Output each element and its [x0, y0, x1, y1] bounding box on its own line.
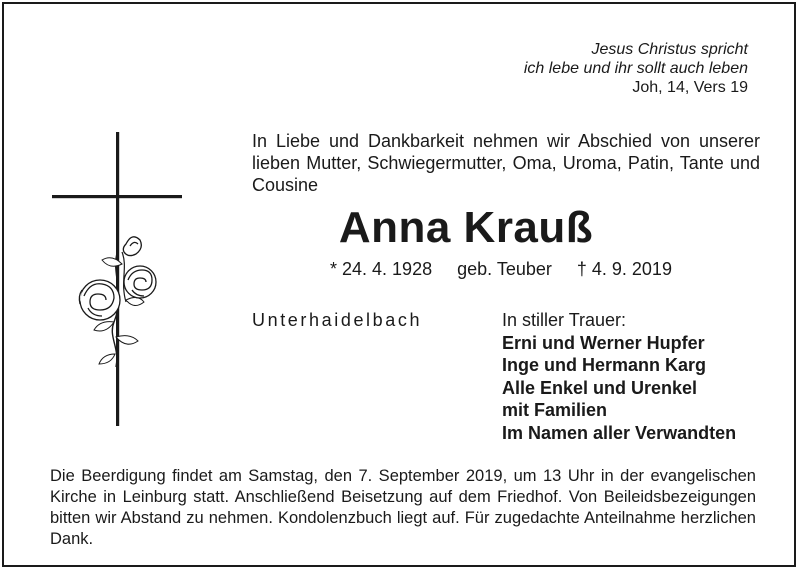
life-dates — [330, 258, 672, 280]
place-name: Unterhaidelbach — [252, 310, 423, 330]
mourners-heading: In stiller Trauer: — [502, 310, 627, 330]
birth-date: * 24. 4. 1928 — [330, 259, 433, 279]
mourner-name: Erni und Werner Hupfer — [502, 332, 705, 353]
deceased-name: Anna Krauß — [338, 203, 594, 252]
mourner-name: Im Namen aller Verwandten — [502, 422, 737, 443]
maiden-name: geb. Teuber — [457, 259, 552, 279]
verse-reference: Joh, 14, Vers 19 — [632, 79, 748, 96]
mourner-name: mit Familien — [502, 400, 608, 420]
obituary-notice — [2, 2, 796, 567]
bible-verse — [524, 40, 748, 97]
mourners-list — [502, 309, 736, 444]
intro-text: In Liebe und Dankbarkeit nehmen wir Abschied von unserer lieben Mutter, Schwiegermutter, Oma, Uroma, Patin, Tante und Cousine — [252, 131, 760, 195]
mourner-name: Inge und Hermann Karg — [502, 355, 707, 375]
cross-with-roses-icon — [48, 132, 188, 428]
mourner-name: Alle Enkel und Urenkel — [502, 377, 698, 398]
verse-line-2: ich lebe und ihr sollt auch leben — [523, 60, 748, 77]
verse-line-1: Jesus Christus spricht — [591, 41, 748, 58]
death-date: † 4. 9. 2019 — [576, 259, 672, 279]
funeral-details: Die Beerdigung findet am Samstag, den 7. September 2019, um 13 Uhr in der evangelischen Kirche in Leinburg statt. Anschließend Beisetzung auf dem Friedhof. Von Beileidsbezeigungen bitten wir Abstand zu nehmen. Kondolenzbuch liegt auf. Für zugedachte Anteilnahme herzlichen Dank. — [50, 467, 756, 548]
